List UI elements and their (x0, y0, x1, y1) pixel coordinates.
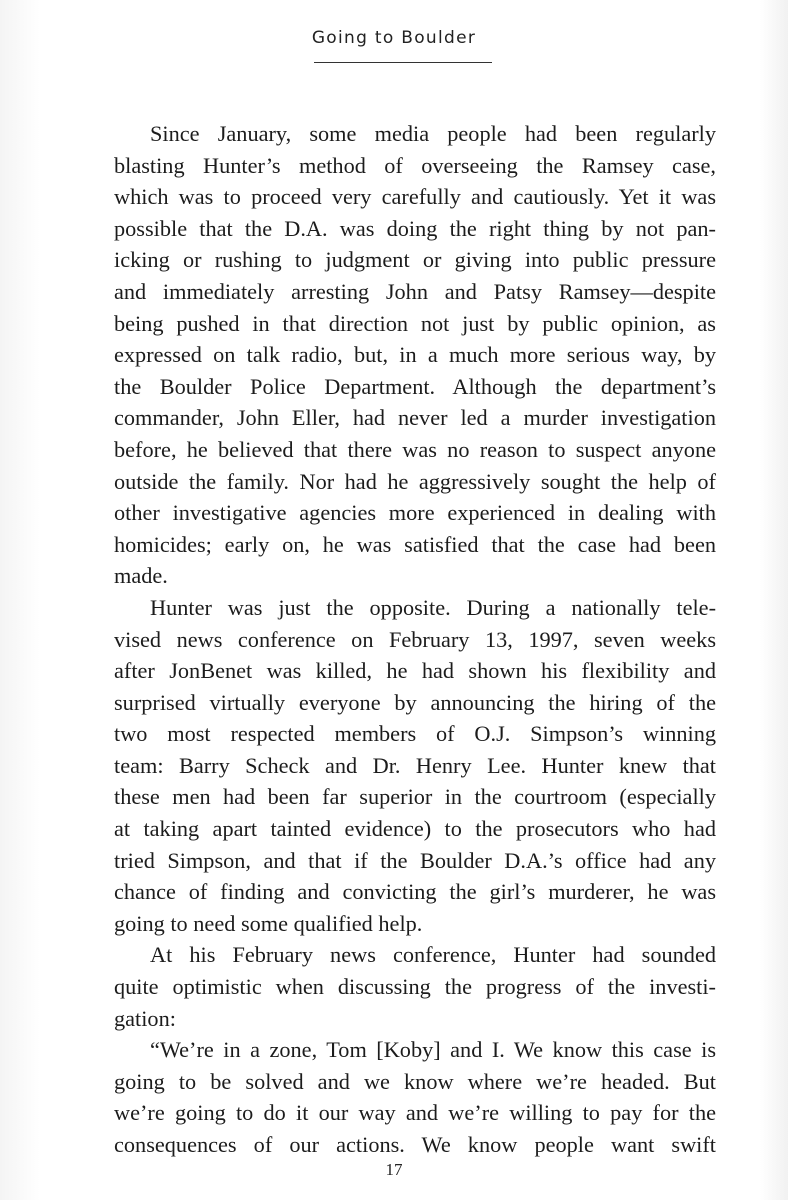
text-line: the Boulder Police Department. Although the department’s (114, 373, 716, 399)
text-line: “We’re in a zone, Tom [Koby] and I. We know this case is (150, 1037, 716, 1063)
text-line: tried Simpson, and that if the Boulder D.A.’s office had any (114, 847, 716, 873)
text-line: before, he believed that there was no reason to suspect anyone (114, 436, 716, 462)
text-line: Since January, some media people had been regularly (150, 121, 716, 146)
text-line: and immediately arresting John and Patsy Ramsey—despite (114, 278, 716, 304)
text-line: being pushed in that direction not just by public opinion, as (114, 310, 716, 336)
text-line: going to need some qualified help. (114, 910, 423, 936)
text-line: made. (114, 563, 168, 589)
text-line: homicides; early on, he was satisfied that the case had been (114, 531, 716, 557)
text-line: commander, John Eller, had never led a murder investigation (114, 405, 716, 431)
text-line: blasting Hunter’s method of overseeing the Ramsey case, (114, 152, 716, 178)
text-line: quite optimistic when discussing the progress of the investi- (114, 974, 716, 1000)
page-number: 17 (385, 1160, 403, 1179)
text-line: at taking apart tainted evidence) to the prosecutors who had (114, 816, 716, 842)
text-line: outside the family. Nor had he aggressively sought the help of (114, 468, 716, 494)
running-head: Going to Boulder (311, 28, 477, 48)
text-line: other investigative agencies more experienced in dealing with (114, 500, 716, 526)
text-line: team: Barry Scheck and Dr. Henry Lee. Hunter knew that (114, 752, 716, 778)
body-text (114, 118, 716, 1161)
text-line: gation: (114, 1005, 176, 1031)
text-line: expressed on talk radio, but, in a much more serious way, by (114, 342, 716, 368)
text-line: possible that the D.A. was doing the right thing by not pan- (114, 215, 716, 241)
text-line: after JonBenet was killed, he had shown his flexibility and (114, 658, 716, 684)
text-line: vised news conference on February 13, 1997, seven weeks (114, 626, 716, 652)
text-line: surprised virtually everyone by announcing the hiring of the (114, 689, 716, 715)
text-line: which was to proceed very carefully and cautiously. Yet it was (114, 184, 716, 210)
text-line: we’re going to do it our way and we’re willing to pay for the (114, 1100, 716, 1126)
text-line: going to be solved and we know where we’re headed. But (114, 1068, 716, 1094)
text-line: Hunter was just the opposite. During a nationally tele- (150, 594, 716, 620)
text-line: these men had been far superior in the courtroom (especially (114, 784, 716, 810)
text-line: two most respected members of O.J. Simpson’s winning (114, 721, 716, 747)
text-line: chance of finding and convicting the girl’s murderer, he was (114, 879, 716, 905)
running-head-rule (314, 62, 492, 63)
text-line: icking or rushing to judgment or giving into public pressure (114, 247, 716, 273)
text-line: At his February news conference, Hunter had sounded (150, 942, 716, 968)
text-line: consequences of our actions. We know people want swift (114, 1132, 716, 1157)
